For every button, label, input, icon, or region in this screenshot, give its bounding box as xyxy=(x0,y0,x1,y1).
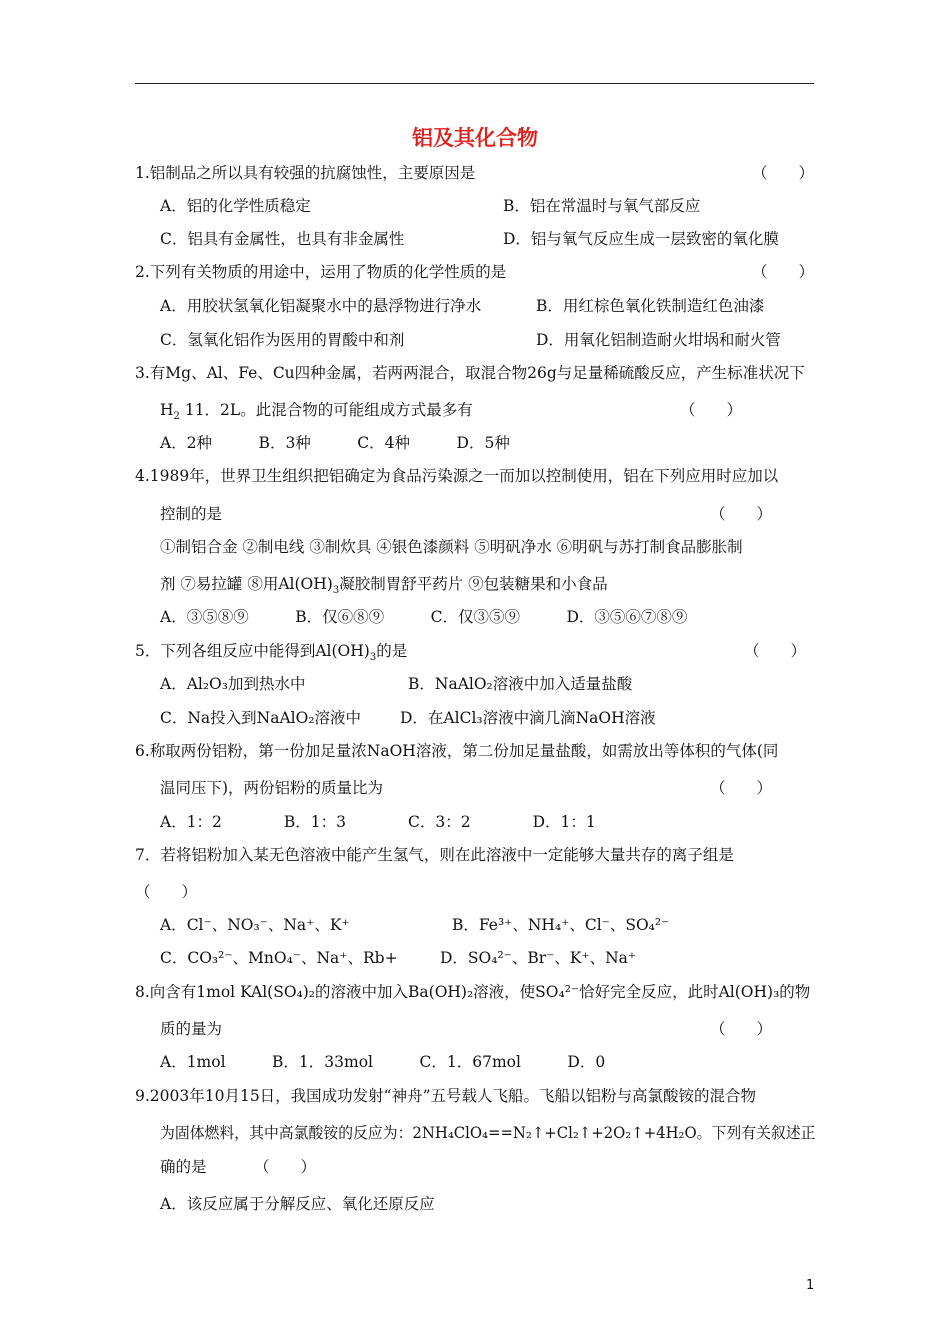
q1-answer-blank: （ ） xyxy=(752,164,815,182)
q4-stem-line1: 4.1989年，世界卫生组织把铝确定为食品污染源之一而加以控制使用，铝在下列应用时应加以 xyxy=(135,467,779,485)
q7-option-c: C．CO₃²⁻、MnO₄⁻、Na⁺、Rb+ xyxy=(160,949,398,967)
q4-answer-blank: （ ） xyxy=(710,505,773,523)
q5-stem xyxy=(135,641,407,668)
q8-answer-blank: （ ） xyxy=(710,1020,773,1038)
q5-option-a: A．Al₂O₃加到热水中 xyxy=(160,675,306,693)
q9-stem-line2: 为固体燃料，其中高氯酸铵的反应为：2NH₄ClO₄==N₂↑+Cl₂↑+2O₂↑+4H₂O。下列有关叙述正 xyxy=(160,1124,816,1142)
q7-stem: 7．若将铝粉加入某无色溶液中能产生氢气，则在此溶液中一定能够大量共存的离子组是 xyxy=(135,846,734,864)
q2-option-c: C．氢氧化铝作为医用的胃酸中和剂 xyxy=(160,331,405,349)
q5-option-b: B．NaAlO₂溶液中加入适量盐酸 xyxy=(408,675,633,693)
q4-options: A．③⑤⑧⑨ B．仅⑥⑧⑨ C．仅③⑤⑨ D．③⑤⑥⑦⑧⑨ xyxy=(160,608,688,626)
q6-stem-line1: 6.称取两份铝粉，第一份加足量浓NaOH溶液，第二份加足量盐酸，如需放出等体积的气体(同 xyxy=(135,742,779,760)
page-number: 1 xyxy=(806,1278,815,1293)
q3-stem-line2 xyxy=(160,400,473,427)
q2-option-a: A．用胶状氢氧化铝凝聚水中的悬浮物进行净水 xyxy=(160,297,482,315)
q4-items-line2 xyxy=(160,574,608,601)
q4-items-line1: ①制铝合金 ②制电线 ③制炊具 ④银色漆颜料 ⑤明矾净水 ⑥明矾与苏打制食品膨胀制 xyxy=(160,538,743,556)
q7-option-b: B．Fe³⁺、NH₄⁺、Cl⁻、SO₄²⁻ xyxy=(452,916,670,934)
q1-option-a: A．铝的化学性质稳定 xyxy=(160,197,311,215)
q7-answer-blank: （ ） xyxy=(135,883,198,901)
q3-answer-blank: （ ） xyxy=(680,401,743,419)
q2-stem: 2.下列有关物质的用途中，运用了物质的化学性质的是 xyxy=(135,263,507,281)
header-rule xyxy=(135,83,814,84)
q1-stem: 1.铝制品之所以具有较强的抗腐蚀性，主要原因是 xyxy=(135,164,476,182)
page-title: 铝及其化合物 xyxy=(412,126,538,150)
q7-option-a: A．Cl⁻、NO₃⁻、Na⁺、K⁺ xyxy=(160,916,350,934)
q8-stem-line2: 质的量为 xyxy=(160,1020,223,1038)
q8-stem-line1: 8.向含有1mol KAl(SO₄)₂的溶液中加入Ba(OH)₂溶液，使SO₄²⁻恰好完全反应，此时Al(OH)₃的物 xyxy=(135,983,811,1001)
q5-answer-blank: （ ） xyxy=(744,642,807,660)
q8-options: A．1mol B．1．33mol C．1．67mol D．0 xyxy=(160,1053,606,1071)
q6-stem-line2: 温同压下)，两份铝粉的质量比为 xyxy=(160,779,384,797)
q5-stem-part1: 5．下列各组反应中能得到Al(OH) xyxy=(135,642,370,660)
q2-option-d: D．用氧化铝制造耐火坩埚和耐火管 xyxy=(536,331,781,349)
q2-answer-blank: （ ） xyxy=(752,263,815,281)
q6-answer-blank: （ ） xyxy=(710,779,773,797)
q3-stem-line1: 3.有Mg、Al、Fe、Cu四种金属，若两两混合，取混合物26g与足量稀硫酸反应，产生标准状况下 xyxy=(135,364,805,382)
q1-option-c: C．铝具有金属性，也具有非金属性 xyxy=(160,230,405,248)
q7-option-d: D．SO₄²⁻、Br⁻、K⁺、Na⁺ xyxy=(440,949,637,967)
q6-options: A．1：2 B．1：3 C．3：2 D．1：1 xyxy=(160,813,596,831)
q9-answer-blank: （ ） xyxy=(254,1158,317,1176)
q9-option-a: A．该反应属于分解反应、氧化还原反应 xyxy=(160,1195,435,1213)
q5-stem-part2: 的是 xyxy=(376,642,408,660)
q5-stem-subscript: 3 xyxy=(369,652,377,664)
q4-stem-line2: 控制的是 xyxy=(160,505,223,523)
q5-option-d: D．在AlCl₃溶液中滴几滴NaOH溶液 xyxy=(400,709,656,727)
q4-items-subscript: 3 xyxy=(332,585,340,597)
q9-stem-line3: 确的是 xyxy=(160,1158,207,1176)
q3-options: A．2种 B．3种 C．4种 D．5种 xyxy=(160,434,510,452)
q1-option-d: D．铝与氧气反应生成一层致密的氧化膜 xyxy=(503,230,779,248)
q4-items-part2: 凝胶制胃舒平药片 ⑨包装糖果和小食品 xyxy=(339,575,608,593)
q4-items-part1: 剂 ⑦易拉罐 ⑧用Al(OH) xyxy=(160,575,333,593)
q3-stem-rest: 11．2L。此混合物的可能组成方式最多有 xyxy=(179,401,473,419)
q2-option-b: B．用红棕色氧化铁制造红色油漆 xyxy=(536,297,765,315)
q3-h-symbol: H xyxy=(160,401,174,419)
q3-h-subscript: 2 xyxy=(173,411,180,423)
q5-option-c: C．Na投入到NaAlO₂溶液中 xyxy=(160,709,362,727)
q9-stem-line1: 9.2003年10月15日，我国成功发射“神舟”五号载人飞船。飞船以铝粉与高氯酸铵的混合物 xyxy=(135,1087,757,1105)
q1-option-b: B．铝在常温时与氧气部反应 xyxy=(503,197,701,215)
